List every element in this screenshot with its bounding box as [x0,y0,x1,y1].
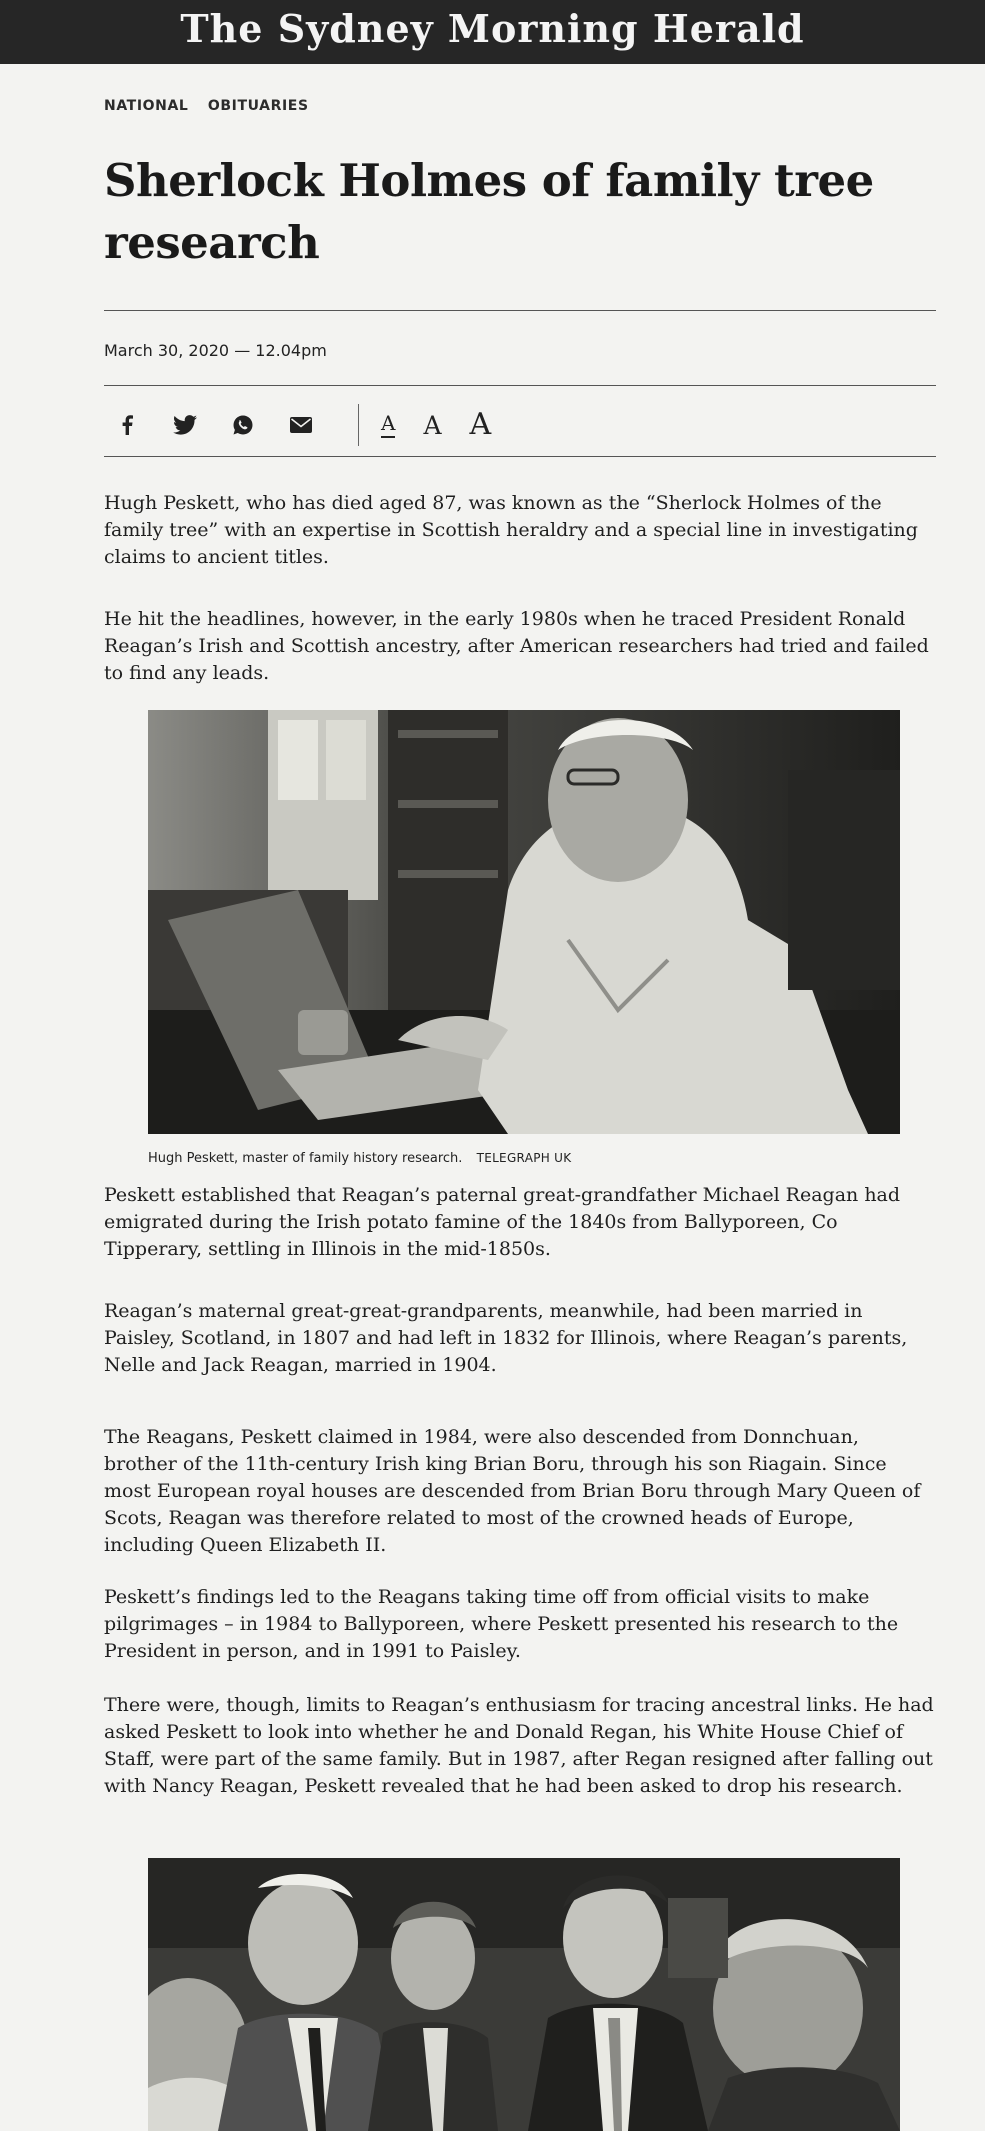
publish-date: March 30, 2020 — 12.04pm [104,341,327,360]
body-paragraph: He hit the headlines, however, in the early 1980s when he traced President Ronald Reagan’s Irish and Scottish ancestry, after American researchers had tried and failed to find any leads. [104,608,929,684]
twitter-icon[interactable] [172,412,198,438]
share-toolbar [114,404,519,446]
font-size-medium-button[interactable]: A [423,410,442,440]
font-size-large-button[interactable]: A [469,407,492,442]
email-icon[interactable] [288,412,314,438]
masthead [0,0,985,64]
body-paragraph: The Reagans, Peskett claimed in 1984, were also descended from Donnchuan, brother of the 11th-century Irish king Brian Boru, through his son Riagain. Since most European royal houses are descended from Brian Boru through Mary Queen of Scots, Reagan was therefore related to most of the crowned heads of Europe, including Queen Elizabeth II. [104,1426,921,1556]
page-title: Sherlock Holmes of family tree research [104,154,874,269]
breadcrumb [104,98,323,114]
body-paragraph: There were, though, limits to Reagan’s enthusiasm for tracing ancestral links. He had asked Peskett to look into whether he and Donald Regan, his White House Chief of Staff, were part of the same family. But in 1987, after Regan resigned after falling out with Nancy Reagan, Peskett revealed that he had been asked to drop his research. [104,1694,934,1797]
divider [104,456,936,457]
divider [104,385,936,386]
body-paragraph: Peskett established that Reagan’s paternal great-grandfather Michael Reagan had emigrated during the Irish potato famine of the 1840s from Ballyporeen, Co Tipperary, settling in Illinois in the mid-1850s. [104,1184,901,1260]
body-paragraph: Peskett’s findings led to the Reagans taking time off from official visits to make pilgrimages – in 1984 to Ballyporeen, where Peskett presented his research to the President in person, and in 1991 to Paisley. [104,1586,899,1662]
breadcrumb-obituaries[interactable]: OBITUARIES [207,98,309,114]
photo-reagan-group [148,1858,900,2131]
photo-credit: TELEGRAPH UK [476,1151,572,1165]
divider [104,310,936,311]
masthead-logo[interactable]: The Sydney Morning Herald [180,6,805,51]
body-paragraph: Reagan’s maternal great-great-grandparents, meanwhile, had been married in Paisley, Scotland, in 1807 and had left in 1832 for Illinois, where Reagan’s parents, Nelle and Jack Reagan, married in 1904. [104,1300,908,1376]
caption-text: Hugh Peskett, master of family history research. [148,1151,463,1166]
whatsapp-icon[interactable] [230,412,256,438]
font-size-small-button[interactable]: A [381,413,395,438]
facebook-icon[interactable] [114,412,140,438]
body-paragraph: Hugh Peskett, who has died aged 87, was known as the “Sherlock Holmes of the family tree” with an expertise in Scottish heraldry and a special line in investigating claims to ancient titles. [104,492,918,568]
photo-caption [148,1151,571,1166]
breadcrumb-national[interactable]: NATIONAL [104,98,189,114]
toolbar-separator [358,404,359,446]
photo-hugh-peskett [148,710,900,1134]
